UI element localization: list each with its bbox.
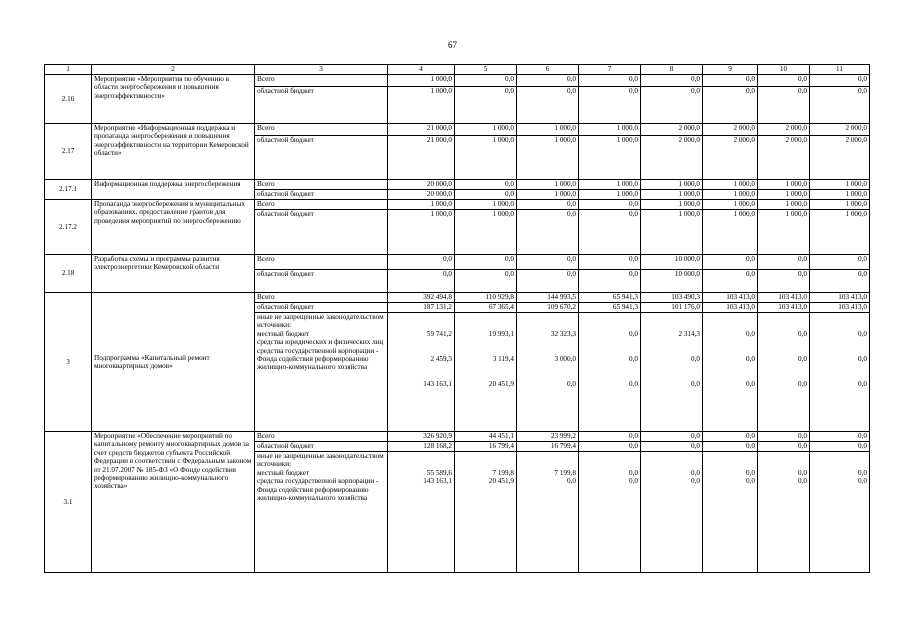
source-total-label: Всего <box>255 432 388 442</box>
value-cell <box>455 313 517 432</box>
value-cell: 1 000,0 <box>810 200 870 210</box>
column-number: 10 <box>758 65 810 75</box>
table-row <box>45 75 870 87</box>
value-cell: 1 000,0 <box>388 87 455 124</box>
value-cell: 0,0 <box>810 270 870 293</box>
column-number: 4 <box>388 65 455 75</box>
value-cell: 0,0 <box>579 270 641 293</box>
column-number: 5 <box>455 65 517 75</box>
table-row <box>45 432 870 442</box>
value-cell: 16 799,4 <box>517 442 579 452</box>
value-cell: 2 000,0 <box>641 136 703 180</box>
value-cell: 101 176,0 <box>641 303 703 313</box>
value-cell: 0,0 <box>517 270 579 293</box>
value-cell: 0,0 <box>388 255 455 270</box>
value-cell: 1 000,0 <box>455 210 517 255</box>
value: 0,0 <box>629 355 638 364</box>
source-total-label: Всего <box>255 200 388 210</box>
value-cell: 67 365,4 <box>455 303 517 313</box>
value: 0,0 <box>858 468 867 477</box>
value-cell: 0,0 <box>579 75 641 87</box>
value: 143 163,1 <box>423 477 452 486</box>
value-cell: 103 413,0 <box>703 303 758 313</box>
source-regional-label: областной бюджет <box>255 442 388 452</box>
value-cell <box>579 313 641 432</box>
value-cell: 0,0 <box>455 255 517 270</box>
value-cell <box>703 452 758 573</box>
value-cell: 2 000,0 <box>810 136 870 180</box>
value: 0,0 <box>567 380 576 389</box>
value-cell: 103 490,3 <box>641 293 703 303</box>
value-cell: 0,0 <box>579 87 641 124</box>
column-number: 7 <box>579 65 641 75</box>
value-cell: 1 000,0 <box>703 190 758 200</box>
value-cell: 1 000,0 <box>455 124 517 136</box>
value-cell <box>758 313 810 432</box>
value: 0,0 <box>629 468 638 477</box>
value-cell: 1 000,0 <box>810 180 870 190</box>
value-cell: 21 000,0 <box>388 124 455 136</box>
column-number-row <box>45 65 870 75</box>
source-label: средства государственной корпорации - Фонда содействия реформированию жилищно-коммунального хозяйства <box>257 477 379 503</box>
value-cell: 0,0 <box>517 210 579 255</box>
value-cell: 0,0 <box>758 270 810 293</box>
column-number: 8 <box>641 65 703 75</box>
value-cell: 1 000,0 <box>641 210 703 255</box>
value-cell: 0,0 <box>758 255 810 270</box>
row-code: 2.17.2 <box>45 200 92 255</box>
source-regional-label: областной бюджет <box>255 136 388 180</box>
value: 3 000,0 <box>554 355 576 364</box>
source-label: средства государственной корпорации - Фонда содействия реформированию жилищно-коммунального хозяйства <box>257 346 379 372</box>
source-label: иные не запрещенные законодательством источники: <box>257 452 384 469</box>
row-code: 2.17.1 <box>45 180 92 200</box>
value-cell: 1 000,0 <box>758 210 810 255</box>
value-cell <box>517 452 579 573</box>
value-cell: 0,0 <box>455 87 517 124</box>
value: 0,0 <box>858 380 867 389</box>
value-cell: 103 413,0 <box>810 303 870 313</box>
value-cell: 16 799,4 <box>455 442 517 452</box>
value-cell: 0,0 <box>455 75 517 87</box>
value-cell: 0,0 <box>758 442 810 452</box>
value-cell: 0,0 <box>703 270 758 293</box>
source-total-label: Всего <box>255 180 388 190</box>
value-cell: 1 000,0 <box>579 180 641 190</box>
value: 0,0 <box>746 468 755 477</box>
value-cell: 0,0 <box>810 255 870 270</box>
value-cell: 103 413,0 <box>758 293 810 303</box>
row-code: 2.16 <box>45 75 92 124</box>
value: 19 993,1 <box>488 329 514 338</box>
value-cell: 1 000,0 <box>703 210 758 255</box>
column-number: 6 <box>517 65 579 75</box>
value-cell: 1 000,0 <box>641 180 703 190</box>
value-cell: 10 000,0 <box>641 270 703 293</box>
page-number: 67 <box>448 40 457 50</box>
source-regional-label: областной бюджет <box>255 270 388 293</box>
row-description: Информационная поддержка энергосбережения <box>92 180 255 200</box>
value: 3 119,4 <box>492 355 514 364</box>
value: 0,0 <box>746 380 755 389</box>
table-row <box>45 180 870 190</box>
value: 7 199,8 <box>554 468 576 477</box>
value: 0,0 <box>798 380 807 389</box>
row-code: 2.17 <box>45 124 92 180</box>
row-description: Мероприятие «Информационная поддержка и пропаганда энергосбережения и повышения энергоэффективности на территории Кемеровской области» <box>92 124 255 180</box>
value: 20 451,9 <box>488 380 514 389</box>
value-cell <box>388 313 455 432</box>
table-row <box>45 200 870 210</box>
value-cell: 0,0 <box>388 270 455 293</box>
value-cell: 2 000,0 <box>758 136 810 180</box>
table-row <box>45 124 870 136</box>
value-cell: 0,0 <box>703 255 758 270</box>
value-cell: 392 494,8 <box>388 293 455 303</box>
value-cell: 0,0 <box>641 432 703 442</box>
row-description: Пропаганда энергосбережения в муниципальных образованиях, предоставление грантов для проведения мероприятий по энергосбережению <box>92 200 255 255</box>
source-regional-label: областной бюджет <box>255 190 388 200</box>
value-cell: 128 168,2 <box>388 442 455 452</box>
value-cell: 1 000,0 <box>641 200 703 210</box>
value-cell: 0,0 <box>641 87 703 124</box>
value-cell: 103 413,0 <box>703 293 758 303</box>
source-total-label: Всего <box>255 255 388 270</box>
value-cell: 0,0 <box>517 75 579 87</box>
value-cell: 0,0 <box>517 200 579 210</box>
row-description: Разработка схемы и программы развития электроэнергетики Кемеровской области <box>92 255 255 293</box>
value: 0,0 <box>746 355 755 364</box>
value-cell: 187 131,2 <box>388 303 455 313</box>
value-cell: 0,0 <box>579 442 641 452</box>
value-cell <box>641 313 703 432</box>
value-cell: 0,0 <box>455 190 517 200</box>
value-cell: 65 941,3 <box>579 303 641 313</box>
value-cell: 1 000,0 <box>579 136 641 180</box>
value: 0,0 <box>691 355 700 364</box>
row-code: 3.1 <box>45 432 92 573</box>
value-cell: 0,0 <box>810 75 870 87</box>
value-cell: 0,0 <box>703 432 758 442</box>
value-cell: 0,0 <box>810 442 870 452</box>
value: 0,0 <box>691 468 700 477</box>
value: 20 451,9 <box>488 477 514 486</box>
source-label: иные не запрещенные законодательством источники: <box>257 313 384 330</box>
value-cell: 1 000,0 <box>579 190 641 200</box>
value-cell: 326 920,9 <box>388 432 455 442</box>
column-number: 11 <box>810 65 870 75</box>
value-cell: 1 000,0 <box>517 190 579 200</box>
column-number: 2 <box>92 65 255 75</box>
value: 0,0 <box>746 477 755 486</box>
value: 143 163,1 <box>423 380 452 389</box>
value-cell: 2 000,0 <box>703 124 758 136</box>
value-cell: 0,0 <box>703 442 758 452</box>
value: 0,0 <box>858 355 867 364</box>
value-cell: 0,0 <box>455 180 517 190</box>
value-cell <box>579 452 641 573</box>
table-row <box>45 255 870 270</box>
value: 0,0 <box>629 380 638 389</box>
value-cell: 0,0 <box>758 87 810 124</box>
value: 0,0 <box>746 329 755 338</box>
value-cell: 1 000,0 <box>758 190 810 200</box>
source-regional-label: областной бюджет <box>255 87 388 124</box>
value-cell: 0,0 <box>579 432 641 442</box>
value-cell: 144 993,5 <box>517 293 579 303</box>
value-cell: 1 000,0 <box>641 190 703 200</box>
value-cell: 1 000,0 <box>810 210 870 255</box>
value-cell: 0,0 <box>579 255 641 270</box>
value-cell: 0,0 <box>579 210 641 255</box>
value-cell: 0,0 <box>517 87 579 124</box>
value-cell: 1 000,0 <box>388 210 455 255</box>
value-cell: 1 000,0 <box>388 75 455 87</box>
value: 0,0 <box>858 477 867 486</box>
value: 0,0 <box>691 380 700 389</box>
value-cell: 0,0 <box>810 432 870 442</box>
value-cell: 103 413,0 <box>810 293 870 303</box>
source-label: местный бюджет <box>257 468 310 477</box>
value-cell: 103 413,0 <box>758 303 810 313</box>
value-cell: 1 000,0 <box>455 200 517 210</box>
table-row <box>45 293 870 303</box>
row-description: Мероприятие «Мероприятия по обучению в области энергосбережения и повышения энергоэффективности» <box>92 75 255 124</box>
value-cell: 0,0 <box>703 75 758 87</box>
value-cell: 0,0 <box>641 75 703 87</box>
value-cell: 0,0 <box>758 432 810 442</box>
row-code: 2.18 <box>45 255 92 293</box>
value-cell: 2 000,0 <box>810 124 870 136</box>
value-cell: 23 999,2 <box>517 432 579 442</box>
value: 0,0 <box>798 477 807 486</box>
value-cell <box>758 452 810 573</box>
column-number: 1 <box>45 65 92 75</box>
value-cell: 1 000,0 <box>517 180 579 190</box>
value: 0,0 <box>629 477 638 486</box>
value-cell: 20 000,0 <box>388 190 455 200</box>
value-cell <box>641 452 703 573</box>
value: 0,0 <box>629 329 638 338</box>
value-cell: 1 000,0 <box>703 200 758 210</box>
value: 7 199,8 <box>492 468 514 477</box>
value-cell: 0,0 <box>758 75 810 87</box>
value-cell <box>455 452 517 573</box>
value-cell: 21 000,0 <box>388 136 455 180</box>
value: 2 459,3 <box>430 355 452 364</box>
value: 0,0 <box>798 468 807 477</box>
value-cell: 0,0 <box>517 255 579 270</box>
value-cell: 0,0 <box>810 87 870 124</box>
value-cell: 1 000,0 <box>703 180 758 190</box>
value: 0,0 <box>567 477 576 486</box>
source-total-label: Всего <box>255 124 388 136</box>
source-label: средства юридических и физических лиц <box>257 338 384 347</box>
source-regional-label: областной бюджет <box>255 210 388 255</box>
value-cell <box>703 313 758 432</box>
value-cell: 20 000,0 <box>388 180 455 190</box>
value-cell: 110 929,8 <box>455 293 517 303</box>
value-cell: 1 000,0 <box>758 200 810 210</box>
source-regional-label: областной бюджет <box>255 303 388 313</box>
column-number: 3 <box>255 65 388 75</box>
value: 0,0 <box>798 355 807 364</box>
value-cell <box>810 313 870 432</box>
value: 0,0 <box>798 329 807 338</box>
value-cell: 2 000,0 <box>641 124 703 136</box>
value-cell: 0,0 <box>455 270 517 293</box>
row-description: Подпрограмма «Капитальный ремонт многоквартирных домов» <box>92 293 255 432</box>
value-cell: 1 000,0 <box>517 124 579 136</box>
value: 59 741,2 <box>426 329 452 338</box>
value-cell: 1 000,0 <box>388 200 455 210</box>
source-other-labels <box>255 452 388 573</box>
value-cell: 1 000,0 <box>455 136 517 180</box>
value: 55 589,6 <box>426 468 452 477</box>
value-cell: 44 451,1 <box>455 432 517 442</box>
column-number: 9 <box>703 65 758 75</box>
value-cell <box>388 452 455 573</box>
value: 2 314,3 <box>678 329 700 338</box>
value-cell: 0,0 <box>641 442 703 452</box>
value-cell: 1 000,0 <box>579 124 641 136</box>
budget-table <box>44 64 870 573</box>
value-cell: 1 000,0 <box>758 180 810 190</box>
value-cell <box>517 313 579 432</box>
row-description: Мероприятие «Обеспечение мероприятий по капитальному ремонту многоквартирных домов за счет средств бюджетов субъекта Российской Федерации в соответствии с Федеральным законом от 21.07.2007 № 185-ФЗ «О Фонде содействия реформированию жилищно-коммунального хозяйства» <box>92 432 255 573</box>
value-cell: 2 000,0 <box>703 136 758 180</box>
value-cell: 109 670,2 <box>517 303 579 313</box>
value-cell: 0,0 <box>579 200 641 210</box>
value-cell: 10 000,0 <box>641 255 703 270</box>
row-code: 3 <box>45 293 92 432</box>
value-cell: 65 941,3 <box>579 293 641 303</box>
value-cell: 0,0 <box>703 87 758 124</box>
value-cell: 1 000,0 <box>810 190 870 200</box>
value-cell: 1 000,0 <box>517 136 579 180</box>
value-cell <box>810 452 870 573</box>
value-cell: 2 000,0 <box>758 124 810 136</box>
source-total-label: Всего <box>255 75 388 87</box>
value: 0,0 <box>691 477 700 486</box>
value: 32 323,3 <box>550 329 576 338</box>
source-label: местный бюджет <box>257 329 310 338</box>
value: 0,0 <box>858 329 867 338</box>
source-other-labels <box>255 313 388 432</box>
source-total-label: Всего <box>255 293 388 303</box>
